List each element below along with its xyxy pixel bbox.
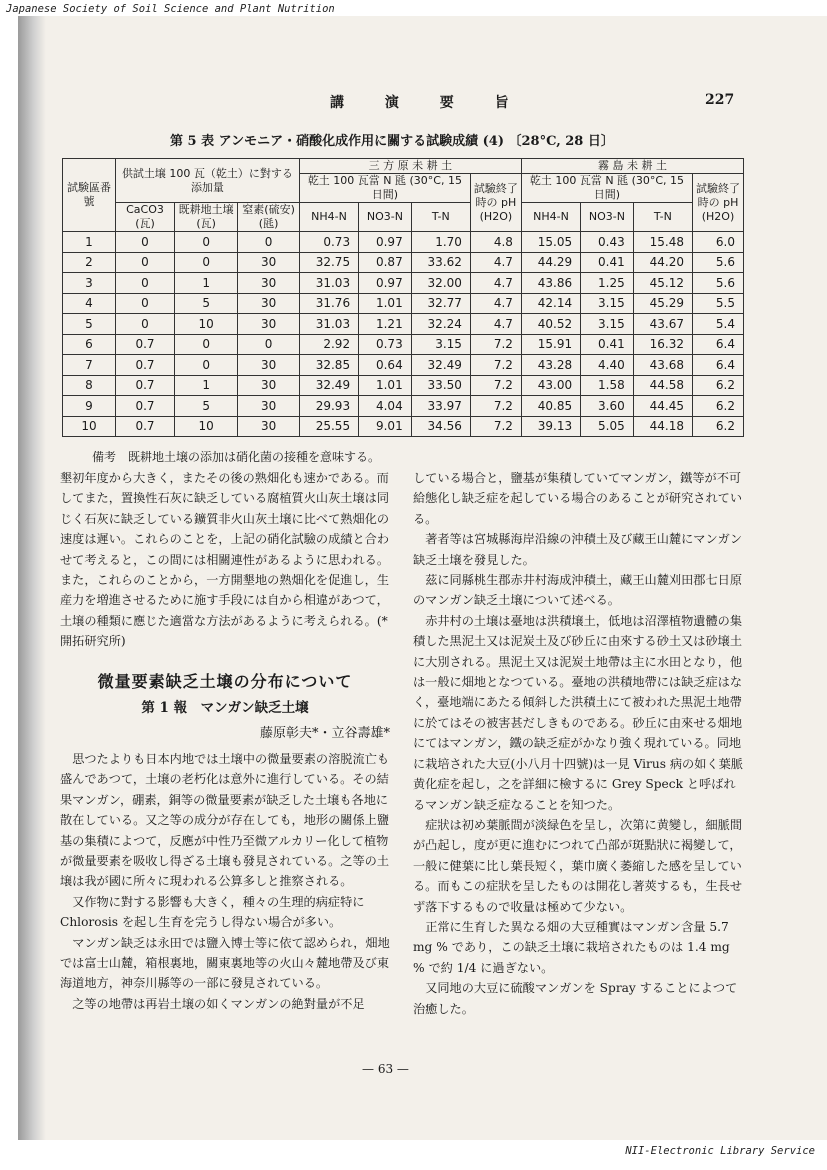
table-cell: 1.25 — [581, 273, 634, 294]
table-row — [63, 396, 744, 417]
table-cell: 5.5 — [693, 293, 744, 314]
authors: 藤原彰夫*・立谷壽雄* — [259, 726, 390, 742]
header-no3-a: NO3-N — [359, 203, 412, 232]
table-cell: 5.6 — [693, 252, 744, 273]
table-cell: 45.12 — [633, 273, 692, 294]
footer-page-number: — 63 — — [362, 1062, 409, 1076]
table-cell: 32.75 — [299, 252, 358, 273]
header-dry-soil-a: 乾土 100 瓦當 N 瓱 (30°C, 15 日間) — [299, 174, 470, 203]
table-cell: 7 — [63, 355, 116, 376]
table-row — [63, 314, 744, 335]
table-cell: 0 — [175, 252, 238, 273]
left-column — [60, 468, 390, 1014]
header-no3-b: NO3-N — [581, 203, 634, 232]
table-cell: 0 — [175, 334, 238, 355]
table-cell: 32.49 — [299, 375, 358, 396]
paragraph: 之等の地帶は再岩土壌の如くマンガンの絶對量が不足 — [72, 996, 365, 1011]
table-cell: 30 — [238, 273, 300, 294]
table-cell: 7.2 — [470, 375, 521, 396]
table-cell: 3.15 — [411, 334, 470, 355]
paragraph: 著者等は宮城縣海岸沿線の沖積土及び藏王山麓にマンガン缺乏土壌を發見した。 — [413, 532, 743, 567]
header-soil-a: 三 方 原 未 耕 土 — [299, 159, 521, 174]
paragraph: 正常に生育した異なる畑の大豆種實はマンガン含量 5.7 mg % であり，この缺乏土壌に栽培されたものは 1.4 mg % で約 1/4 に過ぎない。 — [413, 919, 730, 975]
table-cell: 31.03 — [299, 273, 358, 294]
table-cell: 0.43 — [581, 232, 634, 253]
article-subtitle: 第 1 報 マンガン缺乏土壌 — [141, 700, 309, 717]
paragraph: 又同地の大豆に硫酸マンガンを Spray することによつて治癒した。 — [413, 981, 738, 1016]
table-cell: 0 — [116, 232, 175, 253]
header-dry-soil-b: 乾土 100 瓦當 N 瓱 (30°C, 15 日間) — [521, 174, 692, 203]
table-cell: 6.4 — [693, 334, 744, 355]
table-cell: 0.7 — [116, 334, 175, 355]
table-cell: 5.4 — [693, 314, 744, 335]
table-row — [63, 334, 744, 355]
table-row — [63, 232, 744, 253]
header-tn-a: T-N — [411, 203, 470, 232]
table-cell: 5.05 — [581, 416, 634, 437]
table-cell: 0 — [175, 355, 238, 376]
table-cell: 4 — [63, 293, 116, 314]
table-cell: 30 — [238, 314, 300, 335]
table-cell: 6.4 — [693, 355, 744, 376]
society-name: Japanese Society of Soil Science and Plant Nutrition — [6, 3, 335, 15]
table-cell: 7.2 — [470, 355, 521, 376]
table-cell: 30 — [238, 252, 300, 273]
table-cell: 15.05 — [521, 232, 580, 253]
paragraph: 症狀は初め葉脈間が淡緑色を呈し，次第に黄變し，細脈間が凸起し，度が更に進むにつれて凸部が斑點狀に褐變して，一般に健葉に比し葉長短く，葉巾廣く萎縮した感を呈している。而もこの症狀を呈したものは開花し著莢するも，生長せず落下するもので收量は極めて少ない。 — [413, 817, 743, 914]
table-row — [63, 375, 744, 396]
table-cell: 4.8 — [470, 232, 521, 253]
table-cell: 0.73 — [359, 334, 412, 355]
table-cell: 43.67 — [633, 314, 692, 335]
header-nitrogen: 窒素(硫安)(瓱) — [238, 203, 300, 232]
table-cell: 15.48 — [633, 232, 692, 253]
table-cell: 40.85 — [521, 396, 580, 417]
table-cell: 0.41 — [581, 334, 634, 355]
header-nh4-b: NH4-N — [521, 203, 580, 232]
table-cell: 43.28 — [521, 355, 580, 376]
table-cell: 43.68 — [633, 355, 692, 376]
table-row — [63, 293, 744, 314]
table-cell: 30 — [238, 396, 300, 417]
table-cell: 6.2 — [693, 416, 744, 437]
table-cell: 33.50 — [411, 375, 470, 396]
table-cell: 6 — [63, 334, 116, 355]
table-cell: 0.97 — [359, 232, 412, 253]
right-column — [413, 468, 743, 1019]
table-row — [63, 416, 744, 437]
table-cell: 42.14 — [521, 293, 580, 314]
table-cell: 31.03 — [299, 314, 358, 335]
table-cell: 30 — [238, 375, 300, 396]
table-cell: 16.32 — [633, 334, 692, 355]
paragraph: 茲に同縣桃生郡赤井村海成沖積土，藏王山麓刈田郡七日原のマンガン缺乏土壌について述べる。 — [413, 573, 743, 608]
table-cell: 5 — [175, 293, 238, 314]
table-cell: 0.7 — [116, 355, 175, 376]
table-cell: 5.6 — [693, 273, 744, 294]
table-cell: 0.64 — [359, 355, 412, 376]
paragraph: 赤井村の土壌は臺地は洪積壌土，低地は沼澤植物遺體の集積した黒泥土又は泥炭土及び砂丘に由來する砂土又は砂壌土に大別される。黒泥土又は泥炭土地帶は主に水田となり，他は一般に畑地となつている。臺地の洪積地帶には缺乏症はなく，臺地端にあたる傾斜した洪積土にて被われた黒泥土地帶に於てはその被害甚だしきものである。砂丘に由來せる畑地にてはマンガン，鐵の缺乏症がかなり強く現れている。同地に栽培された大豆(小八月十四號)は一見 Virus 病の如く葉脈黄化症を起し，之を詳細に檢するに Grey Speck と呼ばれるマンガン缺乏症なることを知つた。 — [413, 613, 743, 812]
paragraph: マンガン缺乏は永田では鹽入博士等に依て認められ，畑地では富士山麓，箱根裏地，關東裏地等の火山々麓地帶及び東海道地方，神奈川縣等の一部に發見されている。 — [60, 935, 390, 991]
table-cell: 9 — [63, 396, 116, 417]
table-cell: 1.01 — [359, 375, 412, 396]
header-tn-b: T-N — [633, 203, 692, 232]
table-cell: 1.21 — [359, 314, 412, 335]
table-cell: 6.0 — [693, 232, 744, 253]
table-cell: 32.77 — [411, 293, 470, 314]
results-table — [62, 158, 744, 437]
header-cultivated: 既耕地土壌(瓦) — [175, 203, 238, 232]
header-ph-a: 試驗終了時の pH (H2O) — [470, 174, 521, 232]
paragraph: 墾初年度から大きく，またその後の熟畑化も速かである。而してまた，置換性石灰に缺乏している腐植質火山灰土壌は同じく石灰に缺乏している鑛質非火山灰土壌に比べて熟畑化の速度は遲い。これらのことを，上記の硝化試驗の成績と合わせて考えると，この間には相關連性があるように思われる。また，これらのことから，一方開墾地の熟畑化を促進し，生産力を増進させるために施す手段には自から相違があつて，土壌の種類に應じた適當な方法があるように考えられる。(* 開拓研究所) — [60, 471, 390, 649]
table-cell: 0.7 — [116, 396, 175, 417]
table-cell: 25.55 — [299, 416, 358, 437]
table-cell: 0 — [116, 314, 175, 335]
table-cell: 4.40 — [581, 355, 634, 376]
table-cell: 2 — [63, 252, 116, 273]
table-cell: 1 — [175, 273, 238, 294]
header-ph-b: 試驗終了時の pH (H2O) — [693, 174, 744, 232]
table-cell: 43.00 — [521, 375, 580, 396]
table-cell: 0 — [116, 273, 175, 294]
table-cell: 44.45 — [633, 396, 692, 417]
table-cell: 32.00 — [411, 273, 470, 294]
table-cell: 44.58 — [633, 375, 692, 396]
table-cell: 6.2 — [693, 396, 744, 417]
table-cell: 0.7 — [116, 416, 175, 437]
table-cell: 44.29 — [521, 252, 580, 273]
table-cell: 4.04 — [359, 396, 412, 417]
table-cell: 7.2 — [470, 416, 521, 437]
table-cell: 3.15 — [581, 293, 634, 314]
table-cell: 7.2 — [470, 334, 521, 355]
table-cell: 6.2 — [693, 375, 744, 396]
table-cell: 40.52 — [521, 314, 580, 335]
table-cell: 1.01 — [359, 293, 412, 314]
table-cell: 8 — [63, 375, 116, 396]
table-cell: 4.7 — [470, 252, 521, 273]
table-cell: 3 — [63, 273, 116, 294]
table-cell: 33.62 — [411, 252, 470, 273]
table-cell: 30 — [238, 355, 300, 376]
table-cell: 31.76 — [299, 293, 358, 314]
table-cell: 29.93 — [299, 396, 358, 417]
table-cell: 30 — [238, 416, 300, 437]
table-cell: 1 — [175, 375, 238, 396]
table-caption: 第 5 表 アンモニア・硝酸化成作用に關する試験成績 (4) 〔28°C, 28 日〕 — [170, 134, 614, 149]
table-cell: 7.2 — [470, 396, 521, 417]
table-cell: 15.91 — [521, 334, 580, 355]
table-cell: 0.41 — [581, 252, 634, 273]
table-cell: 0 — [238, 232, 300, 253]
header-additive: 供試土壌 100 瓦（乾土）に對する添加量 — [116, 159, 300, 203]
table-cell: 4.7 — [470, 293, 521, 314]
header-caco3: CaCO3 (瓦) — [116, 203, 175, 232]
table-cell: 4.7 — [470, 314, 521, 335]
table-cell: 1.58 — [581, 375, 634, 396]
table-cell: 43.86 — [521, 273, 580, 294]
table-cell: 45.29 — [633, 293, 692, 314]
table-cell: 33.97 — [411, 396, 470, 417]
table-cell: 3.15 — [581, 314, 634, 335]
footer-brand: NII-Electronic Library Service — [625, 1145, 815, 1157]
table-cell: 9.01 — [359, 416, 412, 437]
table-cell: 44.20 — [633, 252, 692, 273]
table-cell: 0 — [116, 293, 175, 314]
paragraph: 又作物に對する影響も大きく，種々の生理的病症特に Chlorosis を起し生育を完うし得ない場合が多い。 — [60, 894, 365, 930]
table-cell: 10 — [175, 314, 238, 335]
table-cell: 32.85 — [299, 355, 358, 376]
table-cell: 1 — [63, 232, 116, 253]
table-cell: 2.92 — [299, 334, 358, 355]
table-cell: 0 — [175, 232, 238, 253]
table-cell: 0.73 — [299, 232, 358, 253]
table-row — [63, 273, 744, 294]
table-cell: 5 — [63, 314, 116, 335]
table-note: 備考 既耕地土壌の添加は硝化菌の接種を意味する。 — [92, 450, 381, 464]
table-cell: 10 — [63, 416, 116, 437]
table-cell: 39.13 — [521, 416, 580, 437]
running-head: 講 演 要 旨 — [330, 95, 527, 111]
header-nh4-a: NH4-N — [299, 203, 358, 232]
binding-shadow — [18, 16, 46, 1140]
table-cell: 0.87 — [359, 252, 412, 273]
table-cell: 0 — [116, 252, 175, 273]
paragraph: している場合と，鹽基が集積していてマンガン，鐵等が不可給態化し缺乏症を起している場合のあることが研究されている。 — [413, 471, 743, 526]
table-cell: 30 — [238, 293, 300, 314]
header-plot: 試験區番號 — [63, 159, 116, 232]
table-row — [63, 355, 744, 376]
paragraph: 思つたよりも日本内地では土壌中の微量要素の溶脱流亡も盛んであつて，土壌の老朽化は意外に進行している。その結果マンガン，硼素，銅等の微量要素が缺乏した土壌も各地に散在している。又之等の成分が存在しても，地形の關係上鹽基の集積によつて，反應が中性乃至微アルカリー化して植物が微量要素を吸收し得ざる土壌も發見されている。之等の土壌は我が國に所々に現われる公算多しと推察される。 — [60, 751, 390, 889]
article-title: 微量要素缺乏土壌の分布について — [97, 671, 353, 691]
table-cell: 0.97 — [359, 273, 412, 294]
table-cell: 5 — [175, 396, 238, 417]
table-cell: 32.49 — [411, 355, 470, 376]
table-cell: 4.7 — [470, 273, 521, 294]
table-cell: 34.56 — [411, 416, 470, 437]
table-cell: 0.7 — [116, 375, 175, 396]
table-cell: 10 — [175, 416, 238, 437]
table-row — [63, 252, 744, 273]
table-cell: 3.60 — [581, 396, 634, 417]
table-cell: 32.24 — [411, 314, 470, 335]
table-cell: 1.70 — [411, 232, 470, 253]
page-number: 227 — [705, 92, 735, 108]
header-soil-b: 霧 島 未 耕 土 — [521, 159, 743, 174]
table-cell: 44.18 — [633, 416, 692, 437]
table-cell: 0 — [238, 334, 300, 355]
